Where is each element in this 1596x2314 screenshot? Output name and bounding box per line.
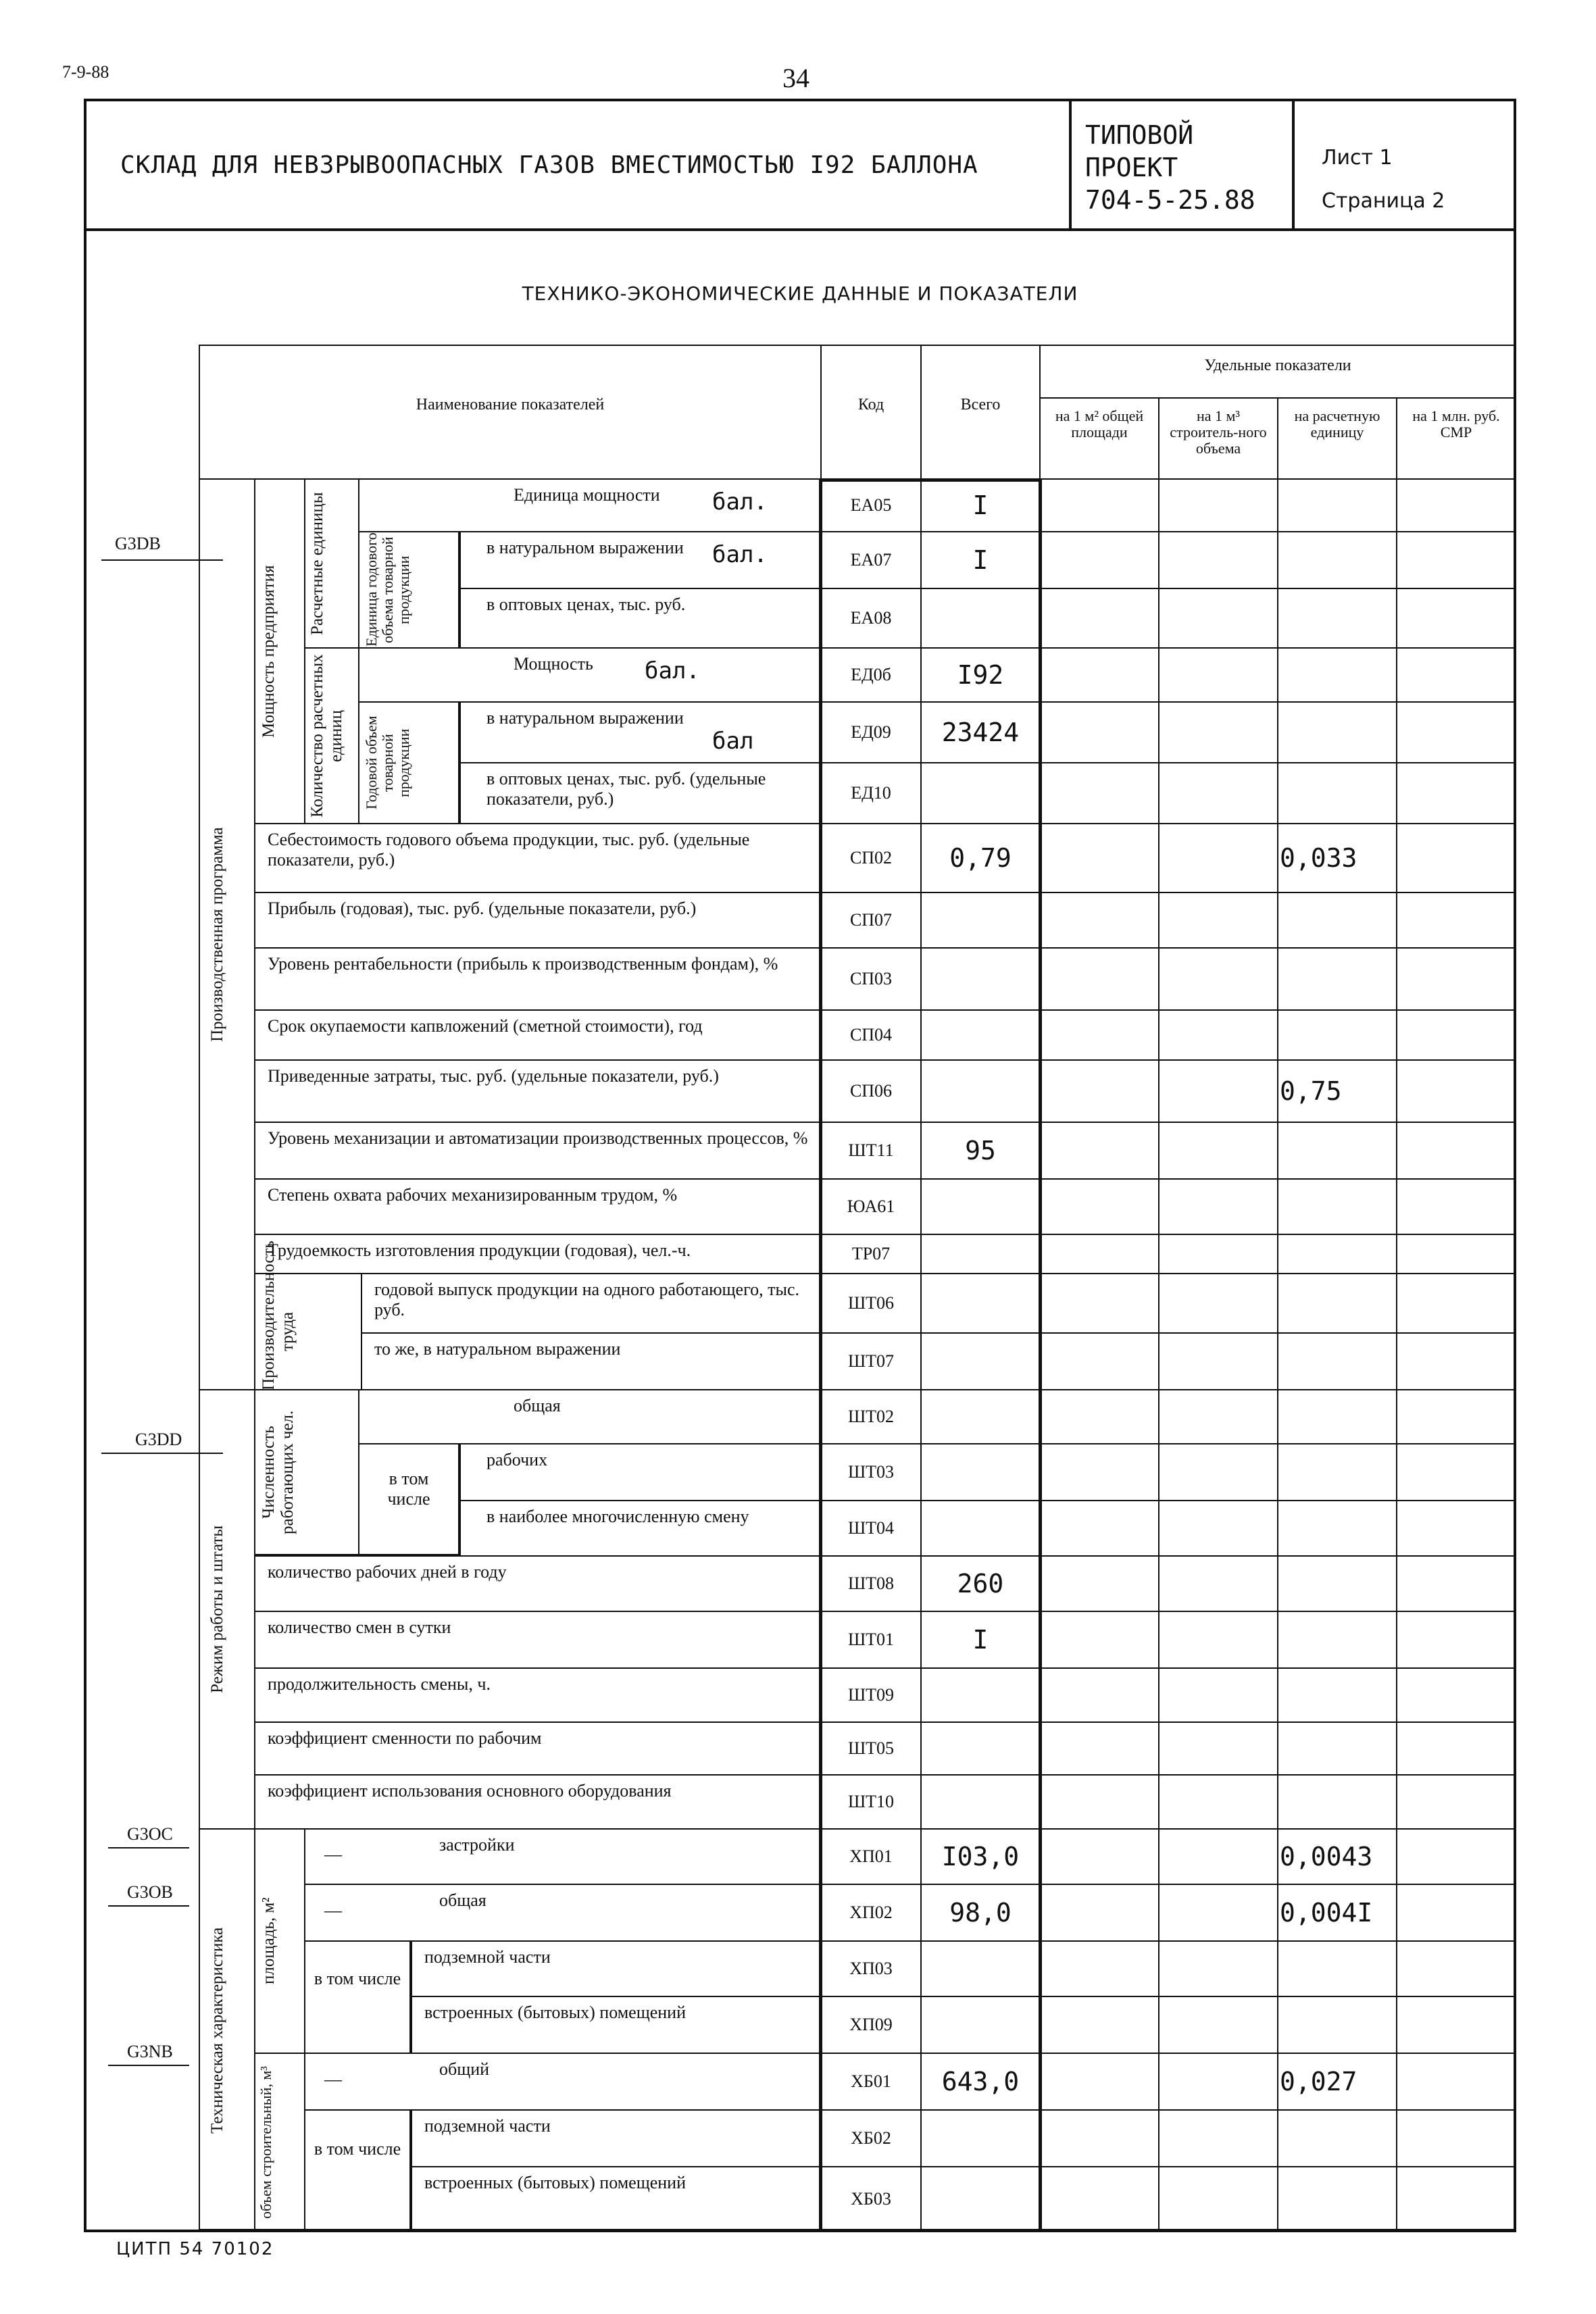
sheet-info bbox=[1295, 101, 1516, 228]
footer-code: ЦИТП 54 70102 bbox=[116, 2239, 274, 2259]
row-code: ШТ11 bbox=[848, 1140, 894, 1160]
row-label: Трудоемкость изготовления продукции (годовая), чел.-ч. bbox=[268, 1240, 691, 1260]
indicators-table bbox=[199, 345, 1516, 2232]
row-label: в натуральном выражении bbox=[487, 538, 684, 557]
group-unit-annual-label: Единица годового объема товарной продукции bbox=[363, 532, 412, 647]
row-code: ЮА61 bbox=[847, 1197, 895, 1216]
row-label: встроенных (бытовых) помещений bbox=[424, 2173, 686, 2192]
group-production-program-label: Производственная программа bbox=[208, 827, 226, 1042]
row-code: ХП09 bbox=[849, 2015, 893, 2034]
group-labor-productivity-label: Производительность труда bbox=[259, 1240, 297, 1390]
row-arrow-icon: — bbox=[324, 1901, 342, 1920]
group-calc-units-label: Расчетные единицы bbox=[308, 492, 326, 635]
row-code: СП07 bbox=[849, 910, 893, 930]
document-title: СКЛАД ДЛЯ НЕВЗРЫВООПАСНЫХ ГАЗОВ ВМЕСТИМОСТЬЮ I92 БАЛЛОНА bbox=[86, 101, 1072, 228]
row-code: ШТ02 bbox=[847, 1407, 895, 1426]
header-per-m2: на 1 м² общей площади bbox=[1055, 407, 1144, 441]
row-label: Единица мощности bbox=[514, 485, 660, 505]
side-code-g3ob: G3OB bbox=[127, 1882, 173, 1902]
row-unit-handwritten: бал. bbox=[712, 541, 768, 568]
row-label: подземной части bbox=[424, 2116, 551, 2136]
row-label: застройки bbox=[439, 1835, 515, 1855]
row-per-unit-value: 0,027 bbox=[1280, 2067, 1357, 2096]
row-total-value: I bbox=[972, 545, 989, 575]
row-label: Приведенные затраты, тыс. руб. (удельные показатели, руб.) bbox=[268, 1066, 719, 1086]
row-total-value: I bbox=[972, 1625, 989, 1655]
row-unit-handwritten: бал. bbox=[645, 657, 700, 684]
row-code: ЕА05 bbox=[850, 495, 892, 515]
row-code: СП03 bbox=[849, 969, 893, 988]
row-label: коэффициент сменности по рабочим bbox=[268, 1728, 542, 1748]
side-code-line bbox=[108, 2065, 189, 2066]
sheet-label: Лист 1 bbox=[1322, 146, 1393, 170]
row-label: то же, в натуральном выражении bbox=[374, 1339, 621, 1359]
row-label: общая bbox=[514, 1396, 561, 1415]
row-total-value: 95 bbox=[965, 1136, 996, 1165]
header-name: Наименование показателей bbox=[416, 396, 605, 413]
row-label: общий bbox=[439, 2059, 490, 2079]
row-code: ШТ03 bbox=[847, 1462, 895, 1482]
group-tech-characteristics-label: Техническая характеристика bbox=[208, 1927, 226, 2134]
row-code: ХП03 bbox=[849, 1959, 893, 1978]
row-code: ХБ02 bbox=[851, 2128, 891, 2148]
title-block bbox=[84, 99, 1516, 231]
group-workers-in-total-label: в том числе bbox=[387, 1469, 430, 1509]
header-per-mln: на 1 млн. руб. СМР bbox=[1412, 407, 1500, 441]
row-label: в наиболее многочисленную смену bbox=[487, 1507, 749, 1526]
header-specific: Удельные показатели bbox=[1204, 357, 1351, 374]
row-code: ЕА08 bbox=[850, 608, 892, 628]
row-label: Прибыль (годовая), тыс. руб. (удельные показатели, руб.) bbox=[268, 899, 697, 918]
row-unit-handwritten: бал bbox=[712, 728, 754, 755]
row-arrow-icon: — bbox=[324, 1844, 342, 1864]
row-per-unit-value: 0,75 bbox=[1280, 1076, 1342, 1106]
row-label: продолжительность смены, ч. bbox=[268, 1674, 491, 1694]
row-label: количество рабочих дней в году bbox=[268, 1562, 507, 1582]
row-code: СП02 bbox=[849, 848, 893, 867]
side-code-line bbox=[108, 1905, 189, 1907]
row-code: ХБ03 bbox=[851, 2189, 891, 2209]
row-code: ШТ05 bbox=[847, 1738, 895, 1758]
group-annual-volume-label: Годовой объем товарной продукции bbox=[363, 715, 412, 810]
row-per-unit-value: 0,004I bbox=[1280, 1898, 1373, 1928]
side-code-g3nb: G3NB bbox=[127, 2042, 173, 2061]
row-total-value: I03,0 bbox=[941, 1842, 1020, 1871]
row-label: Уровень механизации и автоматизации производственных процессов, % bbox=[268, 1128, 808, 1148]
row-total-value: 643,0 bbox=[941, 2067, 1020, 2096]
row-code: ШТ07 bbox=[847, 1351, 895, 1371]
header-total: Всего bbox=[960, 396, 1001, 413]
row-total-value: 23424 bbox=[941, 718, 1020, 747]
header-per-unit: на расчетную единицу bbox=[1294, 407, 1380, 441]
row-label: встроенных (бытовых) помещений bbox=[424, 2003, 686, 2022]
page-number: 34 bbox=[782, 63, 809, 93]
row-label: в оптовых ценах, тыс. руб. (удельные показатели, руб.) bbox=[487, 769, 766, 809]
row-code: ХП02 bbox=[849, 1903, 893, 1922]
row-label: годовой выпуск продукции на одного работающего, тыс. руб. bbox=[374, 1280, 799, 1319]
row-total-value: 98,0 bbox=[949, 1898, 1012, 1928]
group-volume-in-total-label: в том числе bbox=[314, 2139, 401, 2159]
header-code: Код bbox=[857, 396, 884, 413]
page-label: Страница 2 bbox=[1322, 189, 1445, 213]
row-total-value: 260 bbox=[957, 1569, 1004, 1599]
row-code: ЕД09 bbox=[851, 722, 891, 742]
row-code: ШТ10 bbox=[847, 1792, 895, 1811]
row-label: Себестоимость годового объема продукции, тыс. руб. (удельные показатели, руб.) bbox=[268, 830, 750, 870]
row-code: ШТ06 bbox=[847, 1293, 895, 1313]
row-code: ШТ08 bbox=[847, 1574, 895, 1593]
document-date: 7-9-88 bbox=[62, 62, 109, 82]
row-code: ЕД0б bbox=[851, 665, 891, 684]
row-total-value: 0,79 bbox=[949, 843, 1012, 873]
side-code-g3oc: G3OC bbox=[127, 1824, 173, 1844]
project-info bbox=[1072, 101, 1295, 228]
row-label: коэффициент использования основного оборудования bbox=[268, 1781, 672, 1801]
side-code-line bbox=[108, 1847, 189, 1848]
group-count-units-label: Количество расчетных единиц bbox=[308, 654, 345, 818]
table-bottom-bold bbox=[199, 478, 1516, 2232]
section-heading: ТЕХНИКО-ЭКОНОМИЧЕСКИЕ ДАННЫЕ И ПОКАЗАТЕЛИ bbox=[522, 282, 1078, 305]
row-label: рабочих bbox=[487, 1450, 548, 1469]
row-unit-handwritten: бал. bbox=[712, 488, 768, 515]
row-label: общая bbox=[439, 1890, 487, 1910]
side-code-g3db: G3DB bbox=[115, 534, 161, 553]
row-label: Срок окупаемости капвложений (сметной стоимости), год bbox=[268, 1016, 703, 1036]
group-workers-count-label: Численность работающих чел. bbox=[259, 1410, 297, 1534]
row-code: ШТ09 bbox=[847, 1685, 895, 1705]
group-enterprise-capacity-label: Мощность предприятия bbox=[259, 565, 278, 738]
row-code: ШТ04 bbox=[847, 1518, 895, 1538]
project-number: 704-5-25.88 bbox=[1085, 185, 1255, 215]
row-label: в натуральном выражении bbox=[487, 708, 684, 728]
row-code: СП06 bbox=[849, 1081, 893, 1101]
row-label: Уровень рентабельности (прибыль к производственным фондам), % bbox=[268, 954, 778, 974]
row-label: Мощность bbox=[514, 654, 593, 674]
row-code: СП04 bbox=[849, 1025, 893, 1045]
row-code: ЕД10 bbox=[851, 783, 891, 803]
row-label: Степень охвата рабочих механизированным трудом, % bbox=[268, 1185, 678, 1205]
group-area-label: площадь, м² bbox=[259, 1897, 278, 1985]
row-code: ХП01 bbox=[849, 1846, 893, 1866]
project-label: ТИПОВОЙ ПРОЕКТ bbox=[1085, 120, 1194, 182]
row-code: ХБ01 bbox=[851, 2071, 891, 2091]
row-label: в оптовых ценах, тыс. руб. bbox=[487, 595, 686, 614]
side-code-g3dd: G3DD bbox=[135, 1430, 182, 1449]
group-building-volume-label: объем строительный, м³ bbox=[257, 2066, 274, 2219]
row-per-unit-value: 0,0043 bbox=[1280, 1842, 1373, 1871]
row-code: ШТ01 bbox=[847, 1630, 895, 1649]
row-total-value: I bbox=[972, 491, 989, 520]
row-total-value: I92 bbox=[957, 660, 1004, 690]
row-code: ТР07 bbox=[851, 1244, 891, 1263]
group-area-in-total-label: в том числе bbox=[314, 1969, 401, 1988]
row-code: ЕА07 bbox=[850, 550, 892, 570]
row-label: количество смен в сутки bbox=[268, 1617, 451, 1637]
row-label: подземной части bbox=[424, 1947, 551, 1967]
row-arrow-icon: — bbox=[324, 2069, 342, 2089]
group-work-mode-label: Режим работы и штаты bbox=[208, 1525, 226, 1694]
header-per-m3: на 1 м³ строитель-ного объема bbox=[1170, 407, 1267, 457]
row-per-unit-value: 0,033 bbox=[1280, 843, 1357, 873]
